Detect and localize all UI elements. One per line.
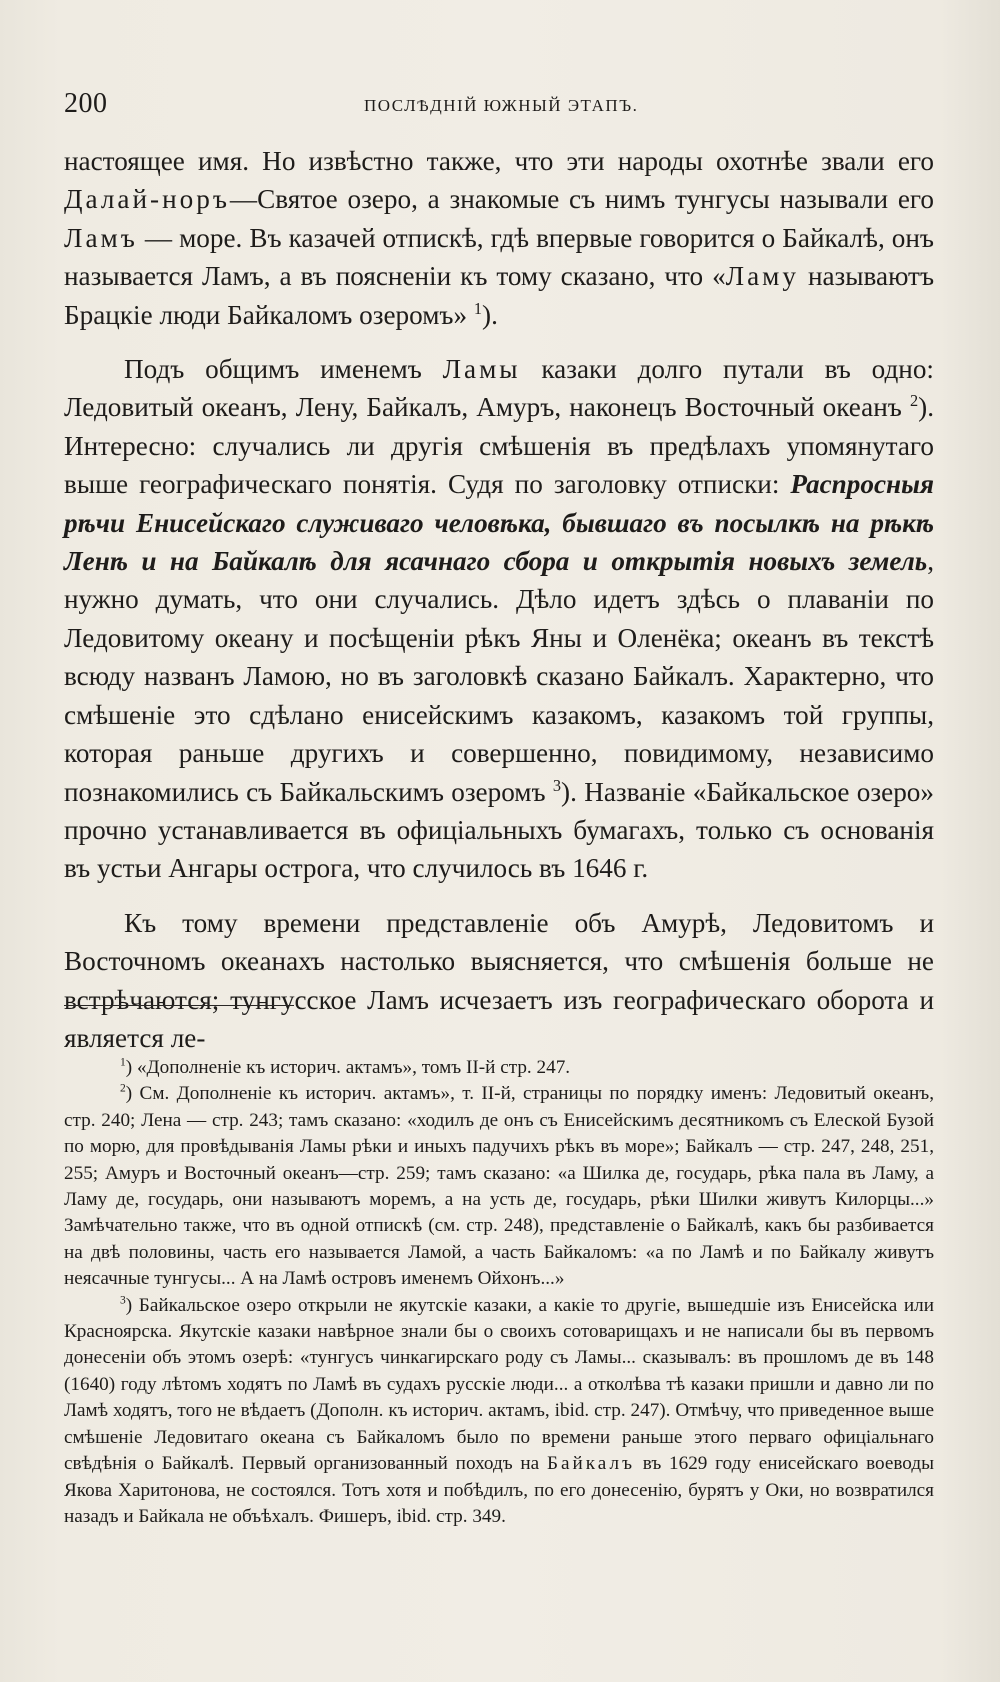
paragraph-1 — [64, 142, 934, 334]
footnote-text: въ 1629 году енисейскаго воеводы Якова Харитонова, не состоялся. Тотъ хотя и побѣдилъ, по его донесенію, бурятъ у Оки, но возвратился назадъ и Байкала не объѣхалъ. Фишеръ, ibid. стр. 349. — [64, 1453, 935, 1527]
footnote-mark: 1 — [120, 1056, 126, 1069]
footnote-2 — [64, 1081, 934, 1292]
page-number: 200 — [64, 88, 108, 119]
text-run: настоящее имя. Но извѣстно также, что эти народы охотнѣе звали его — [64, 146, 934, 176]
text-run: называютъ Брацкіе люди Байкаломъ озеромъ» — [64, 261, 934, 330]
footnote-ref-1[interactable]: 1 — [473, 298, 483, 318]
footnote-mark: 3 — [120, 1294, 126, 1307]
paragraph-2 — [64, 350, 934, 888]
footnote-1 — [64, 1055, 934, 1081]
main-text — [64, 142, 934, 1057]
text-run: ). — [482, 299, 498, 330]
text-run: — море. Въ казачей отпискѣ, гдѣ впервые говорится о Байкалѣ, онъ называется Ламъ, а въ поясненіи къ тому сказано, что « — [64, 222, 934, 292]
text-run: ). Названіе «Байкальское озеро» прочно устанавливается въ офиціальныхъ бумагахъ, только съ основанія въ устьи Ангары острога, что случилось въ 1646 г. — [64, 776, 934, 884]
footnote-ref-3[interactable]: 3 — [552, 775, 562, 795]
spaced-term: Ламу — [725, 261, 799, 292]
footnote-divider — [64, 1005, 294, 1006]
text-run: Подъ общимъ именемъ — [124, 354, 443, 385]
running-title: ПОСЛѢДНІЙ ЮЖНЫЙ ЭТАПЪ. — [364, 96, 639, 115]
text-run: , нужно думать, что они случались. Дѣло идетъ здѣсь о плаваніи по Ледовитому океану и посѣщеніи рѣкъ Яны и Оленёка; океанъ въ текстѣ всюду названъ Ламою, но въ заголовкѣ сказано Байкалъ. Характерно, что смѣшеніе это сдѣлано енисейскимъ казакомъ, казакомъ той группы, которая раньше другихъ и совершенно, повидимому, независимо познакомились съ Байкальскимъ озеромъ — [64, 546, 934, 807]
page-header — [64, 88, 934, 128]
footnote-3 — [64, 1293, 934, 1531]
text-run: ). Интересно: случались ли другія смѣшенія въ предѣлахъ упомянутаго выше географическаго понятія. Судя по заголовку отписки: — [64, 392, 934, 500]
footnote-text: ) «Дополненіе къ историч. актамъ», томъ II-й стр. 247. — [125, 1057, 571, 1078]
spaced-term: Далай-норъ — [64, 184, 230, 215]
footnote-text: ) Байкальское озеро открыли не якутскіе казаки, а какіе то другіе, вышедшіе изъ Енисейска или Красноярска. Якутскіе казаки навѣрное знали бы о своихъ сотоварищахъ и не написали бы въ первомъ донесеніи объ этомъ озерѣ: «тунгусъ чинкагирскаго роду съ Ламы... сказывалъ: въ прошломъ де въ 148 (1640) году лѣтомъ ходятъ по Ламѣ въ судахъ русскіе люди... а отколѣва тѣ казаки пришли и давно ли по Ламѣ ходятъ, того не вѣдаетъ (Дополн. къ историч. актамъ, ibid. стр. 247). Отмѣчу, что приведенное выше смѣшеніе Ледовитаго океана съ Байкаломъ было по времени раньше этого перваго офиціальнаго свѣдѣнія о Байкалѣ. Первый организованный походъ на — [64, 1294, 934, 1475]
footnote-ref-2[interactable]: 2 — [909, 391, 919, 411]
footnote-text: ) См. Дополненіе къ историч. актамъ», т. II-й, страницы по порядку именъ: Ледовитый океанъ, стр. 240; Лена — стр. 243; тамъ сказано: «ходилъ де онъ съ Енисейскимъ десятникомъ съ Елеской Бузой по морю, для провѣдыванія Ламы рѣки и иныхъ падучихъ рѣкъ въ море»; Байкалъ — стр. 247, 248, 251, 255; Амуръ и Восточный океанъ—стр. 259; тамъ сказано: «а Шилка де, государь, рѣка пала въ Ламу, а Ламу де, государь, они называютъ моремъ, а на усть де, государь, рѣки Шилки живутъ Килорцы...» Замѣчательно также, что въ одной отпискѣ (см. стр. 248), представленіе о Байкалѣ, какъ бы разбивается на двѣ половины, часть его называется Ламой, а часть Байкаломъ: «а по Ламѣ и по Байкалу живутъ неясачные тунгусы... А на Ламѣ островъ именемъ Ойхонъ...» — [64, 1083, 934, 1290]
text-run: —Святое озеро, а знакомые съ нимъ тунгусы называли его — [229, 184, 934, 215]
spaced-term: Ламы — [442, 354, 521, 385]
spaced-term: Ламъ — [64, 222, 138, 253]
italic-title: Распросныя рѣчи Енисейскаго служиваго человѣка, бывшаго въ посылкѣ на рѣкѣ Ленѣ и на Байкалѣ для ясачнаго сбора и открытія новыхъ земель — [64, 469, 934, 577]
footnotes — [64, 1055, 934, 1530]
text-run: казаки долго путали въ одно: Ледовитый океанъ, Лену, Байкалъ, Амуръ, наконецъ Восточный океанъ — [64, 354, 934, 423]
paragraph-3: Къ тому времени представленіе объ Амурѣ, Ледовитомъ и Восточномъ океанахъ настолько выясняется, что смѣшенія больше не встрѣчаются; тунгусское Ламъ исчезаетъ изъ географическаго оборота и является ле- — [64, 907, 934, 1053]
spaced-term: Байкалъ — [546, 1453, 635, 1475]
footnote-mark: 2 — [120, 1083, 126, 1096]
